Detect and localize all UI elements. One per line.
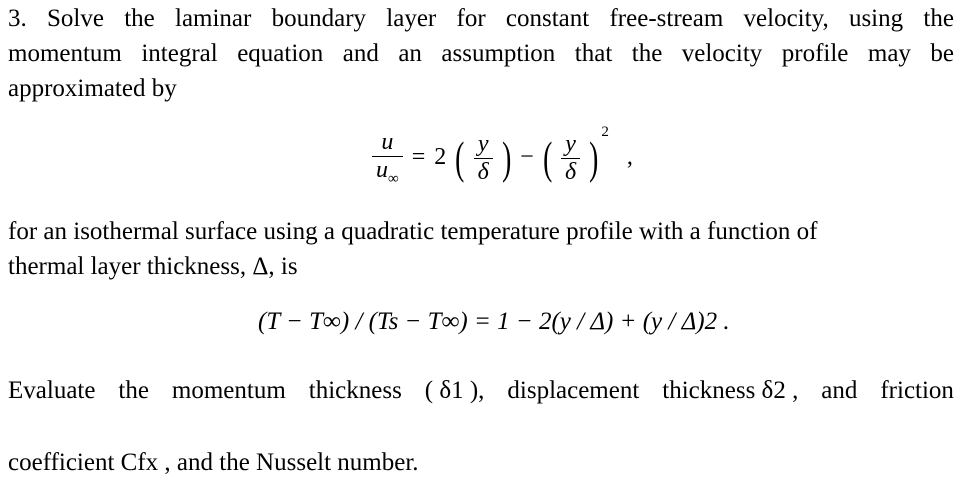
- word: free-stream: [609, 5, 724, 32]
- y-over-delta: $\frac{y}{\delta}$: [474, 131, 493, 186]
- denominator-u-inf: $u_\infty$: [376, 157, 399, 187]
- word: momentum: [171, 377, 286, 404]
- word: Solve: [47, 5, 104, 32]
- word: displacement: [507, 377, 640, 404]
- y-over-delta: $\frac{y}{\delta}$: [561, 131, 580, 186]
- word: velocity: [681, 40, 763, 67]
- paragraph1-line1: [8, 6, 954, 31]
- word: equation: [237, 40, 324, 67]
- word: and: [821, 377, 858, 404]
- word: laminar: [175, 5, 252, 32]
- numerator-u: u: [381, 129, 394, 156]
- velocity-profile-equation: [372, 124, 633, 188]
- word: boundary: [271, 5, 367, 32]
- left-paren: (: [542, 132, 552, 184]
- word: velocity,: [743, 5, 829, 32]
- velocity-ratio: [372, 129, 403, 188]
- equals-sign: =: [411, 144, 426, 170]
- exponent: 2: [601, 124, 609, 140]
- word: the: [124, 5, 155, 32]
- problem-number: 3.: [8, 5, 27, 32]
- word: that: [574, 40, 613, 67]
- word: and: [342, 40, 379, 67]
- word: integral: [141, 40, 218, 67]
- word: profile: [781, 40, 849, 67]
- word: the: [923, 5, 954, 32]
- word: constant: [505, 5, 590, 32]
- word: assumption: [441, 40, 556, 67]
- right-paren: ): [501, 132, 511, 184]
- word: the: [631, 40, 663, 67]
- word: may: [867, 40, 911, 67]
- word: thickness: [308, 377, 402, 404]
- minus-sign: −: [520, 144, 534, 170]
- word: for: [456, 5, 486, 32]
- coefficient: 2: [434, 144, 447, 170]
- displacement-thickness-symbol: thickness δ2 ,: [662, 377, 799, 404]
- word: using: [848, 5, 904, 32]
- word: momentum: [8, 40, 122, 67]
- word: Evaluate: [8, 377, 96, 404]
- comma: ,: [626, 144, 633, 170]
- paragraph1-line3: approximated by: [8, 75, 177, 102]
- paragraph1-line2: [8, 41, 954, 66]
- paragraph2-line2: thermal layer thickness, Δ, is: [8, 253, 298, 280]
- paragraph2-line1: for an isothermal surface using a quadratic temperature profile with a function of: [8, 218, 818, 245]
- temperature-profile-equation: (T − T∞) / (Ts − T∞) = 1 − 2(y / Δ) + (y / Δ)2 .: [258, 308, 730, 335]
- momentum-thickness-symbol: ( δ1 ),: [424, 377, 485, 404]
- word: friction: [880, 377, 954, 404]
- word: layer: [386, 5, 437, 32]
- paragraph3-line1: [8, 378, 954, 403]
- word: be: [930, 40, 954, 67]
- paragraph3-line2: coefficient Cfx , and the Nusselt number.: [8, 449, 419, 476]
- word: an: [398, 40, 422, 67]
- word: the: [118, 377, 149, 404]
- left-paren: (: [455, 132, 465, 184]
- right-paren: ): [589, 132, 599, 184]
